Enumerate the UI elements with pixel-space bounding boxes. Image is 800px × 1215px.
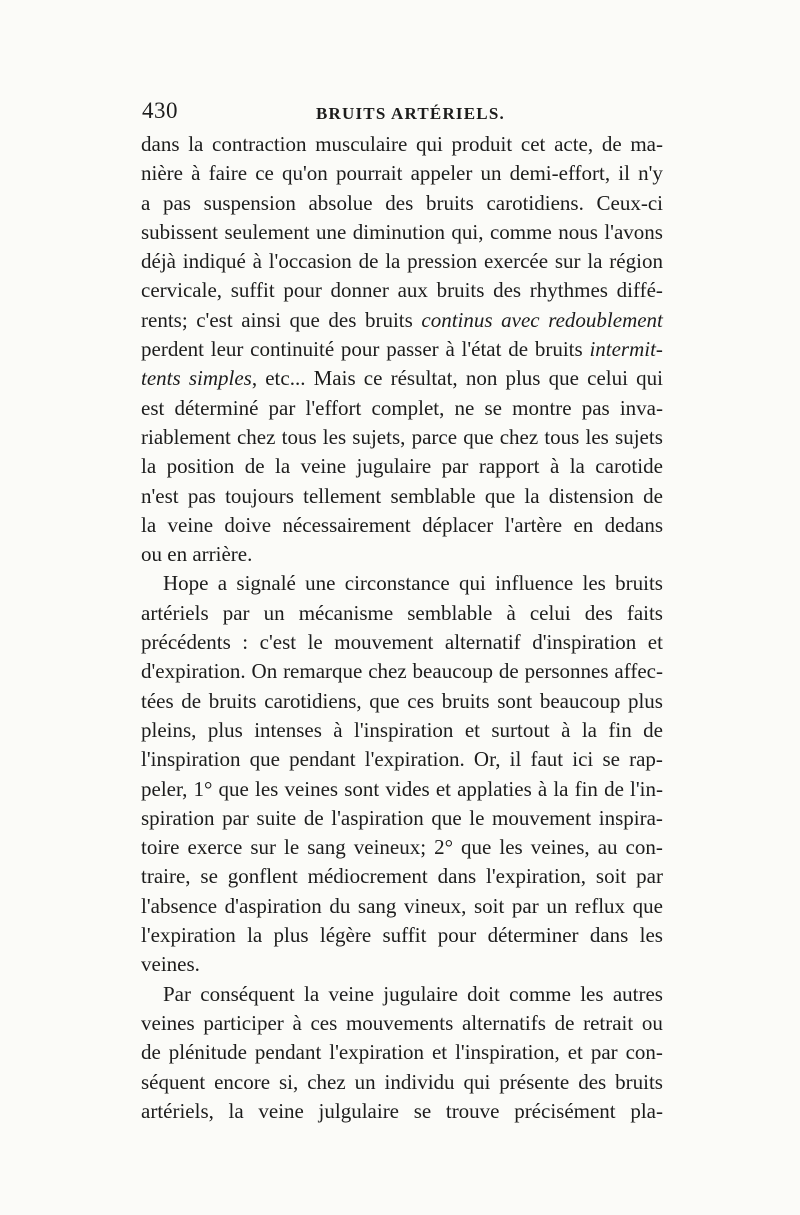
text-line: cervicale, suffit pour donner aux bruits des rhythmes diffé-	[141, 278, 663, 303]
text-line: nière à faire ce qu'on pourrait appeler un demi-effort, il n'y	[141, 161, 663, 186]
text-line: artériels, la veine julgulaire se trouve précisément pla-	[141, 1098, 663, 1123]
text-line: traire, se gonflent médiocrement dans l'expiration, soit par	[141, 864, 663, 889]
text-line: l'expiration la plus légère suffit pour déterminer dans les	[141, 923, 663, 948]
text-line: pleins, plus intenses à l'inspiration et surtout à la fin de	[141, 717, 663, 742]
text-line: Hope a signalé une circonstance qui influence les bruits	[163, 571, 663, 596]
text-line: de plénitude pendant l'expiration et l'inspiration, et par con-	[141, 1040, 663, 1065]
text-line: l'absence d'aspiration du sang vineux, soit par un reflux que	[141, 893, 663, 918]
text-line: la position de la veine jugulaire par rapport à la carotide	[141, 454, 663, 479]
text-line: tées de bruits carotidiens, que ces bruits sont beaucoup plus	[141, 688, 663, 713]
text-line: tents simples, etc... Mais ce résultat, non plus que celui qui	[141, 366, 663, 391]
text-line: déjà indiqué à l'occasion de la pression exercée sur la région	[141, 249, 663, 274]
text-line: riablement chez tous les sujets, parce que chez tous les sujets	[141, 424, 663, 449]
page-number: 430	[142, 98, 178, 123]
text-line: n'est pas toujours tellement semblable que la distension de	[141, 483, 663, 508]
text-line: subissent seulement une diminution qui, comme nous l'avons	[141, 219, 663, 244]
running-title: BRUITS ARTÉRIELS.	[316, 104, 505, 123]
text-line: veines participer à ces mouvements alternatifs de retrait ou	[141, 1010, 663, 1035]
text-line: toire exerce sur le sang veineux; 2° que les veines, au con-	[141, 835, 663, 860]
text-line: est déterminé par l'effort complet, ne se montre pas inva-	[141, 395, 663, 420]
text-line: séquent encore si, chez un individu qui présente des bruits	[141, 1069, 663, 1094]
text-line: Par conséquent la veine jugulaire doit comme les autres	[163, 981, 663, 1006]
text-line: artériels par un mécanisme semblable à celui des faits	[141, 600, 663, 625]
text-line: précédents : c'est le mouvement alternatif d'inspiration et	[141, 630, 663, 655]
text-line: spiration par suite de l'aspiration que le mouvement inspira-	[141, 805, 663, 830]
text-line: d'expiration. On remarque chez beaucoup de personnes affec-	[141, 659, 663, 684]
text-line: ou en arrière.	[141, 542, 253, 567]
body-text	[141, 130, 663, 1126]
text-line: veines.	[141, 952, 200, 977]
text-line: peler, 1° que les veines sont vides et applaties à la fin de l'in-	[141, 776, 663, 801]
text-line: la veine doive nécessairement déplacer l'artère en dedans	[141, 512, 663, 537]
text-line: a pas suspension absolue des bruits carotidiens. Ceux-ci	[141, 190, 663, 215]
text-line: rents; c'est ainsi que des bruits continus avec redoublement	[141, 307, 663, 332]
text-line: l'inspiration que pendant l'expiration. Or, il faut ici se rap-	[141, 747, 663, 772]
text-line: perdent leur continuité pour passer à l'état de bruits intermit-	[141, 337, 663, 362]
running-head	[142, 98, 662, 128]
text-line: dans la contraction musculaire qui produit cet acte, de ma-	[141, 132, 663, 156]
